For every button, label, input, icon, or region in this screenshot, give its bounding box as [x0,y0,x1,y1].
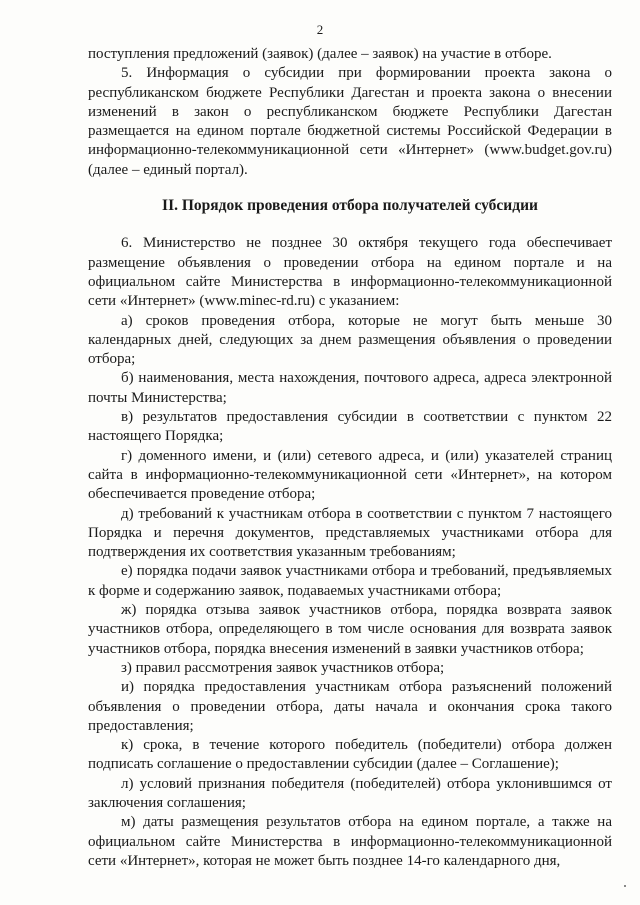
section-heading: II. Порядок проведения отбора получателей субсидии [162,197,538,215]
list-item: г) доменного имени, и (или) сетевого адреса, и (или) указателей страниц сайта в информационно-телекоммуникационной сети «Интернет», на котором обеспечивается проведение отбора; [88,447,612,503]
page-number: 2 [316,22,324,37]
list-item: л) условий признания победителя (победителей) отбора уклонившимся от заключения соглашения; [88,775,612,811]
paragraph: 6. Министерство не позднее 30 октября текущего года обеспечивает размещение объявления о проведении отбора на едином портале и на официальном сайте Министерства в информационно-телекоммуникационной сети «Интернет» (www.minec-rd.ru) с указанием: [88,235,612,310]
list-item: е) порядка подачи заявок участниками отбора и требований, предъявляемых к форме и содержанию заявок, подаваемых участниками отбора; [88,563,612,599]
document-body [88,45,612,871]
paragraph: 5. Информация о субсидии при формировании проекта закона о республиканском бюджете Республики Дагестан и проекта закона о внесении изменений в закон о республиканском бюджете Республики Дагестан размещается на едином портале бюджетной системы Российской Федерации в информационно-телекоммуникационной сети «Интернет» (www.budget.gov.ru) (далее – единый портал). [88,65,612,178]
list-item: д) требований к участникам отбора в соответствии с пунктом 7 настоящего Порядка и перечня документов, представляемых участниками отбора для подтверждения их соответствия указанным требованиям; [88,505,612,561]
list-item: б) наименования, места нахождения, почтового адреса, адреса электронной почты Министерства; [88,370,612,406]
list-item: ж) порядка отзыва заявок участников отбора, порядка возврата заявок участников отбора, определяющего в том числе основания для возврата заявок участников отбора, порядка внесения изменений в заявки участников отбора; [88,602,612,657]
list-item: м) даты размещения результатов отбора на едином портале, а также на официальном сайте Министерства в информационно-телекоммуникационной сети «Интернет», которая не может быть позднее 14-го календарного дня, [88,814,612,869]
list-item: а) сроков проведения отбора, которые не могут быть меньше 30 календарных дней, следующих за днем размещения объявления о проведении отбора; [88,312,612,368]
list-item: з) правил рассмотрения заявок участников отбора; [121,659,445,676]
scan-dot [624,885,626,887]
paragraph: поступления предложений (заявок) (далее – заявок) на участие в отборе. [88,46,552,62]
list-item: в) результатов предоставления субсидии в соответствии с пунктом 22 настоящего Порядка; [88,409,612,445]
list-item: к) срока, в течение которого победитель (победители) отбора должен подписать соглашение о предоставлении субсидии (далее – Соглашение); [88,737,612,773]
list-item: и) порядка предоставления участникам отбора разъяснений положений объявления о проведении отбора, даты начала и окончания срока такого предоставления; [88,679,612,734]
